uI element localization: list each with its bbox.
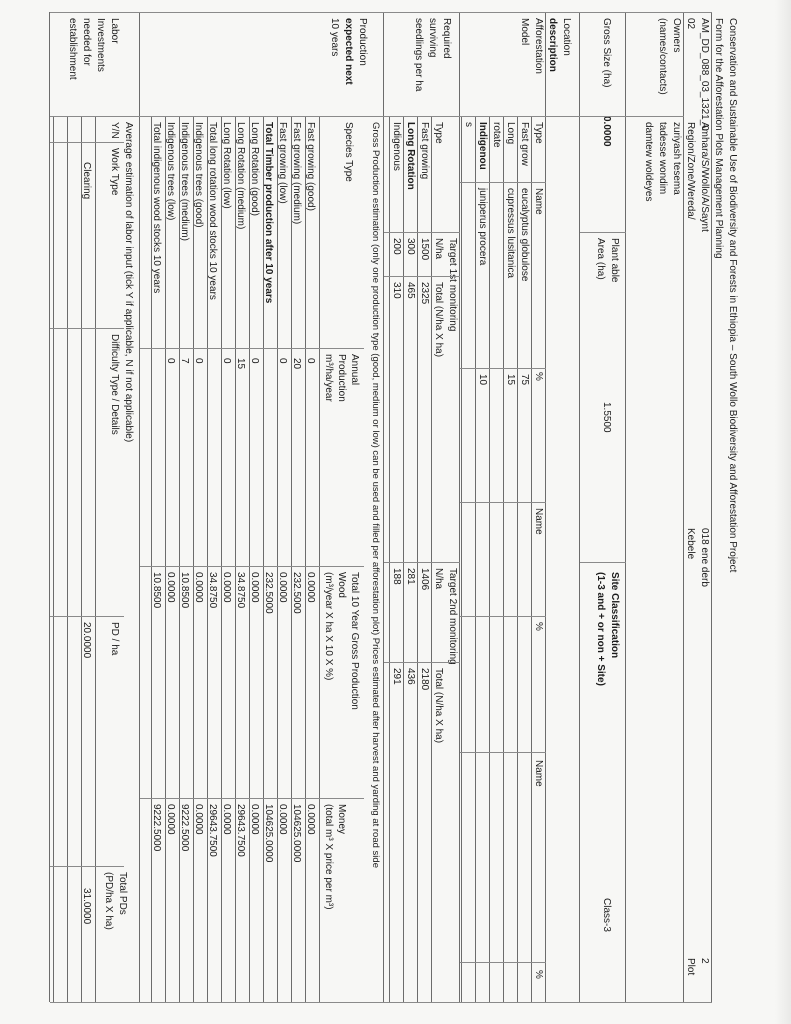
prod-row-money: 0.0000: [249, 804, 260, 835]
prod-row-species: Indigenous trees (good): [193, 122, 204, 228]
target-2-nha: N/ha: [433, 568, 444, 590]
prod-row-species: Fast growing (medium): [291, 122, 302, 225]
grid-line: [207, 116, 208, 1002]
prod-row-wood: 34.8750: [207, 572, 218, 609]
grid-line: [384, 276, 460, 277]
aff-row-type: Long: [505, 122, 516, 145]
grid-line: [431, 116, 432, 1002]
prod-row-wood: 0.0000: [165, 572, 176, 603]
grid-line: [50, 328, 124, 329]
prod-row-species: Long Rotation (low): [221, 122, 232, 209]
plantable-value: 1.5500: [601, 402, 612, 433]
grid-line: [461, 116, 462, 1002]
labor-work-header: Work Type: [109, 148, 120, 196]
aff-row-pct: 15: [505, 374, 516, 386]
production-label-2: expected next: [343, 18, 354, 85]
labor-total-header-2: (PD/ha X ha): [103, 872, 114, 930]
grid-line: [625, 12, 626, 1002]
grid-line: [384, 662, 460, 663]
prod-row-wood: 0.0000: [221, 572, 232, 603]
labor-label-3: needed for: [81, 18, 92, 66]
prod-row-annual: 15: [235, 358, 246, 370]
prod-row-money: 9222.5000: [151, 804, 162, 852]
prod-row-money: 9222.5000: [179, 804, 190, 852]
prod-row-annual: 0: [221, 358, 232, 364]
prod-row-money: 29643.7500: [235, 804, 246, 857]
seedlings-label-3: seedlings per ha: [413, 18, 424, 92]
aff-name-header-2: Name: [533, 508, 544, 535]
species-header: Species Type: [343, 122, 354, 182]
seed-row-type: Indigenous: [391, 122, 402, 171]
seed-row-t1: 2325: [419, 282, 430, 305]
grid-line: [165, 116, 166, 1002]
prod-row-species: Long Rotation (medium): [235, 122, 246, 230]
prod-row-annual: 0: [249, 358, 260, 364]
field-02: 02: [685, 18, 696, 30]
site-class-value: Class-3: [601, 898, 612, 932]
gross-size-value: 0.0000: [601, 116, 612, 147]
aff-row-type: rotate: [491, 122, 502, 148]
prod-row-annual: 0: [165, 358, 176, 364]
prod-row-money: 0.0000: [305, 804, 316, 835]
grid-line: [383, 12, 384, 1002]
form-title: Form for the Afforestation Plots Management Planning: [713, 18, 724, 259]
afforestation-label: Afforestation: [533, 18, 544, 74]
grid-line: [53, 116, 54, 1002]
seed-row-t1: 465: [405, 282, 416, 299]
labor-row-work: Clearing: [81, 162, 92, 200]
prod-row-money: 29643.7500: [207, 804, 218, 857]
plot-code: AM_DD_088_03_1321_0: [699, 18, 710, 131]
grid-line: [81, 116, 82, 1002]
grid-line: [221, 116, 222, 1002]
plot-label: Plot: [685, 958, 696, 976]
grid-line: [417, 116, 418, 1002]
grid-line: [683, 12, 684, 1002]
aff-row-pct: 10: [477, 374, 488, 386]
aff-row-name: cupressus lusitanica: [505, 188, 516, 279]
annual-header-3: m³/ha/year: [323, 354, 334, 402]
aff-name-header: Name: [533, 188, 544, 215]
grid-line: [460, 502, 546, 503]
prod-row-species: Indigenous trees (low): [165, 122, 176, 221]
annual-header-1: Annual: [349, 354, 360, 386]
owner-name: damtew woldeyes: [643, 122, 654, 202]
plantable-label: Plant able: [609, 238, 620, 283]
target-1-nha: N/ha: [433, 238, 444, 260]
wood-header-2: (m³/year X ha X 10 X %): [323, 572, 334, 681]
grid-line: [179, 116, 180, 1002]
labor-row-pd: 20.0000: [81, 622, 92, 659]
prod-row-money: 0.0000: [277, 804, 288, 835]
aff-row-pct: 75: [519, 374, 530, 386]
prod-row-money: 0.0000: [165, 804, 176, 835]
site-class-sublabel: (1-3 and + or non + Site): [595, 572, 606, 686]
prod-row-species: Long Rotation (good): [249, 122, 260, 216]
grid-line: [50, 116, 684, 117]
location-label: Location: [561, 18, 572, 56]
aff-row-name: juniperus procera: [477, 188, 488, 266]
seed-row-t2: 291: [391, 668, 402, 685]
production-label-3: 10 years: [329, 18, 340, 57]
seed-row-n2: 188: [391, 568, 402, 585]
prod-row-species: Indigenous trees (medium): [179, 122, 190, 241]
grid-line: [95, 116, 96, 1002]
prod-row-wood: 10.8500: [179, 572, 190, 609]
prod-row-money: 0.0000: [193, 804, 204, 835]
plantable-sublabel: Area (ha): [595, 238, 606, 280]
grid-line: [460, 752, 546, 753]
grid-line: [50, 616, 124, 617]
prod-row-annual: 20: [291, 358, 302, 370]
grid-line: [460, 368, 546, 369]
seedlings-label-1: Required: [441, 18, 452, 59]
grid-line: [580, 232, 626, 233]
labor-label-4: establishment: [67, 18, 78, 80]
afforestation-model-label: Model: [519, 18, 530, 46]
target-2-total: Total (N/ha X ha): [433, 668, 444, 744]
seed-row-t2: 436: [405, 668, 416, 685]
labor-total-header-1: Total PDs: [117, 872, 128, 915]
prod-row-money: 104625.0000: [263, 804, 274, 863]
prod-row-wood: 34.8750: [235, 572, 246, 609]
region-label: Region/Zone/Wereda/: [685, 122, 696, 220]
aff-pct-header-3: %: [533, 970, 544, 979]
aff-type-header: Type: [533, 122, 544, 144]
prod-row-wood: 0.0000: [305, 572, 316, 603]
grid-line: [263, 116, 264, 1002]
prod-row-annual: 0: [305, 358, 316, 364]
region-value: Amhara/S/Wollo/A/Saynt: [699, 122, 710, 232]
owner-name: tadesse wondim: [657, 122, 668, 195]
location-description: description: [547, 18, 558, 72]
page-number: 2: [699, 958, 710, 964]
money-header-1: Money: [336, 804, 347, 835]
grid-line: [319, 116, 320, 1002]
grid-line: [489, 116, 490, 1002]
money-header-2: (total m³ X price per m³): [323, 804, 334, 910]
grid-line: [579, 12, 580, 1002]
seed-row-type: Long Rotation: [405, 122, 416, 190]
grid-line: [384, 232, 460, 233]
site-class-label: Site Classification: [609, 572, 620, 659]
prod-row-species: Total Timber production after 10 years: [263, 122, 274, 304]
labor-note: Average estimation of labor input (tick Y if applicable, N if not applicable): [123, 122, 134, 443]
grid-line: [50, 1002, 712, 1003]
labor-yn-header: Y/N: [109, 122, 120, 139]
wood-header-1: Wood: [336, 572, 347, 598]
grid-line: [140, 798, 364, 799]
rotated-form: [40, 12, 740, 1012]
grid-line: [50, 142, 124, 143]
labor-pdha-header: PD / ha: [109, 622, 120, 656]
aff-pct-header: %: [533, 372, 544, 381]
labor-label-2: Investments: [95, 18, 106, 72]
owners-label: Owners: [671, 18, 682, 53]
seed-row-n1: 300: [405, 238, 416, 255]
target-2-header: Target 2nd monitoring: [447, 568, 458, 665]
aff-row-type: Indigenou: [477, 122, 488, 170]
grid-line: [460, 616, 546, 617]
project-title: Conservation and Sustainable Use of Biodiversity and Forests in Ethiopia – South Wollo Biodiversity and Afforestation Project: [727, 18, 738, 573]
grid-line: [193, 116, 194, 1002]
target-1-header: Target 1st monitoring: [447, 238, 458, 332]
grid-line: [151, 116, 152, 1002]
owners-sublabel: (names/contacts): [657, 18, 668, 95]
grid-line: [384, 562, 460, 563]
prod-row-wood: 0.0000: [193, 572, 204, 603]
aff-name-header-3: Name: [533, 760, 544, 787]
scan-edge: [775, 0, 791, 1024]
grid-line: [403, 116, 404, 1002]
seed-row-t1: 310: [391, 282, 402, 299]
grid-line: [531, 116, 532, 1002]
grid-line: [305, 116, 306, 1002]
annual-header-2: Production: [336, 354, 347, 402]
prod-row-annual: 0: [277, 358, 288, 364]
grid-line: [291, 116, 292, 1002]
grid-line: [459, 12, 460, 1002]
grid-line: [711, 12, 712, 1002]
kebele-label: Kebele: [685, 528, 696, 560]
grid-line: [140, 566, 364, 567]
grid-line: [235, 116, 236, 1002]
target-1-total: Total (N/ha X ha): [433, 282, 444, 358]
seed-row-n2: 1406: [419, 568, 430, 591]
grid-line: [503, 116, 504, 1002]
production-label-1: Production: [357, 18, 368, 66]
kebele-value: 018 ene derb: [699, 528, 710, 587]
grid-line: [67, 116, 68, 1002]
grid-line: [545, 12, 546, 1002]
prod-row-wood: 0.0000: [249, 572, 260, 603]
grid-line: [475, 116, 476, 1002]
prod-row-species: Total indigenous wood stocks 10 years: [151, 122, 162, 294]
seed-row-t2: 2180: [419, 668, 430, 691]
aff-pct-header-2: %: [533, 622, 544, 631]
grid-line: [139, 12, 140, 1002]
grid-line: [460, 182, 546, 183]
prod-row-money: 0.0000: [221, 804, 232, 835]
prod-row-annual: 0: [193, 358, 204, 364]
prod-row-species: Fast growing (low): [277, 122, 288, 204]
total-10-header: Total 10 Year Gross Production: [349, 572, 360, 710]
prod-row-money: 104625.0000: [291, 804, 302, 863]
seed-row-n1: 1500: [419, 238, 430, 261]
gross-size-label: Gross Size (ha): [601, 18, 612, 88]
grid-line: [389, 116, 390, 1002]
grid-line: [49, 12, 50, 1002]
owner-name: zuriyash tesema: [671, 122, 682, 195]
prod-row-annual: 7: [179, 358, 190, 364]
seed-row-n2: 281: [405, 568, 416, 585]
prod-row-species: Total long rotation wood stocks 10 years: [207, 122, 218, 300]
seedlings-label-2: surviving: [427, 18, 438, 58]
grid-line: [140, 348, 364, 349]
aff-row-type: Fast grow: [519, 122, 530, 166]
grid-line: [580, 562, 626, 563]
grid-line: [50, 12, 712, 13]
labor-difficulty-header: Difficulty Type / Details: [109, 334, 120, 435]
seed-row-n1: 200: [391, 238, 402, 255]
prod-row-wood: 10.8500: [151, 572, 162, 609]
production-note: Gross Production estimation (only one production type (good, medium or low) can be used and filled per afforestation plot) Prices estimated after harvest and yarding at road side: [370, 122, 381, 868]
grid-line: [460, 962, 546, 963]
grid-line: [249, 116, 250, 1002]
prod-row-wood: 232.5000: [263, 572, 274, 614]
prod-row-wood: 232.5000: [291, 572, 302, 614]
seed-type-header: Type: [433, 122, 444, 144]
grid-line: [517, 116, 518, 1002]
grid-line: [277, 116, 278, 1002]
labor-label-1: Labor: [109, 18, 120, 44]
prod-row-wood: 0.0000: [277, 572, 288, 603]
prod-row-species: Fast growing (good): [305, 122, 316, 211]
aff-row-type: s: [463, 122, 474, 127]
aff-row-name: eucalyptus globulose: [519, 188, 530, 282]
seed-row-type: Fast growing: [419, 122, 430, 180]
grid-line: [50, 866, 124, 867]
labor-row-total: 31.0000: [81, 888, 92, 925]
